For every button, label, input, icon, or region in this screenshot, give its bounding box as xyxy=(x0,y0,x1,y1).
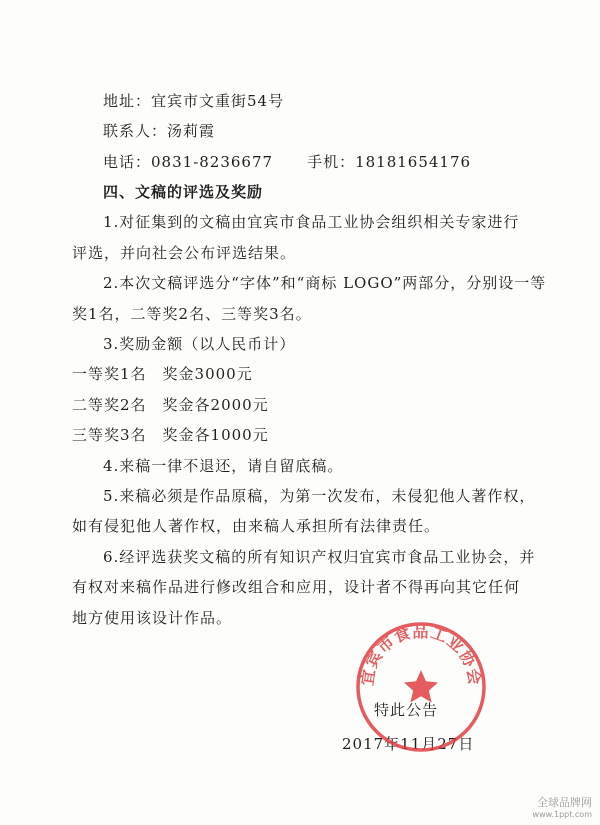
contact-person-value: 汤莉霞 xyxy=(167,122,216,140)
award-amount: 奖金各1000元 xyxy=(162,426,269,444)
award-row-3 xyxy=(72,426,269,444)
award-amount: 奖金各2000元 xyxy=(162,396,269,414)
contact-person-label: 联系人： xyxy=(103,122,168,140)
para4: 4.来稿一律不退还，请自留底稿。 xyxy=(103,457,344,475)
mobile-value: 18181654176 xyxy=(355,153,472,171)
contact-person-line xyxy=(103,122,215,140)
address-value: 宜宾市文重街54号 xyxy=(151,92,285,110)
para1-line2: 评选，并向社会公布评选结果。 xyxy=(72,244,297,262)
seal-star-icon xyxy=(404,670,438,703)
para5-line1: 5.来稿必须是作品原稿，为第一次发布，未侵犯他人著作权， xyxy=(103,487,536,505)
para2-line1: 2.本次文稿评选分“字体”和“商标 LOGO”两部分，分别设一等 xyxy=(103,274,547,292)
notice-text: 特此公告 xyxy=(374,701,439,719)
award-row-1 xyxy=(72,365,253,383)
official-seal xyxy=(352,618,490,756)
seal-text: 宜宾市食品工业协会 xyxy=(357,621,485,687)
phone-line xyxy=(103,153,471,171)
award-row-2 xyxy=(72,396,269,414)
para5-line2: 如有侵犯他人著作权，由来稿人承担所有法律责任。 xyxy=(72,517,441,535)
address-label: 地址： xyxy=(103,92,152,110)
para6-line1: 6.经评选获奖文稿的所有知识产权归宜宾市食品工业协会，并 xyxy=(103,548,536,566)
award-rank: 一等奖1名 xyxy=(72,365,147,383)
para2-line2: 奖1名，二等奖2名、三等奖3名。 xyxy=(72,305,312,323)
address-line xyxy=(103,92,284,110)
para6-line3: 地方使用该设计作品。 xyxy=(72,609,233,627)
award-amount: 奖金3000元 xyxy=(162,365,253,383)
watermark-line1: 全球品牌网 xyxy=(537,796,592,809)
date-text: 2017年11月27日 xyxy=(342,735,475,753)
para1-line1: 1.对征集到的文稿由宜宾市食品工业协会组织相关专家进行 xyxy=(103,213,520,231)
section-heading: 四、文稿的评选及奖励 xyxy=(103,183,264,201)
watermark xyxy=(533,797,592,821)
award-rank: 二等奖2名 xyxy=(72,396,147,414)
mobile-label: 手机： xyxy=(307,153,356,171)
watermark-line2: www.1ppt.com xyxy=(532,810,592,819)
phone-label: 电话： xyxy=(103,153,152,171)
para6-line2: 有权对来稿作品进行修改组合和应用，设计者不得再向其它任何 xyxy=(72,578,521,596)
phone-value: 0831-8236677 xyxy=(151,153,274,171)
para3: 3.奖励金额（以人民币计） xyxy=(103,335,296,353)
award-rank: 三等奖3名 xyxy=(72,426,147,444)
